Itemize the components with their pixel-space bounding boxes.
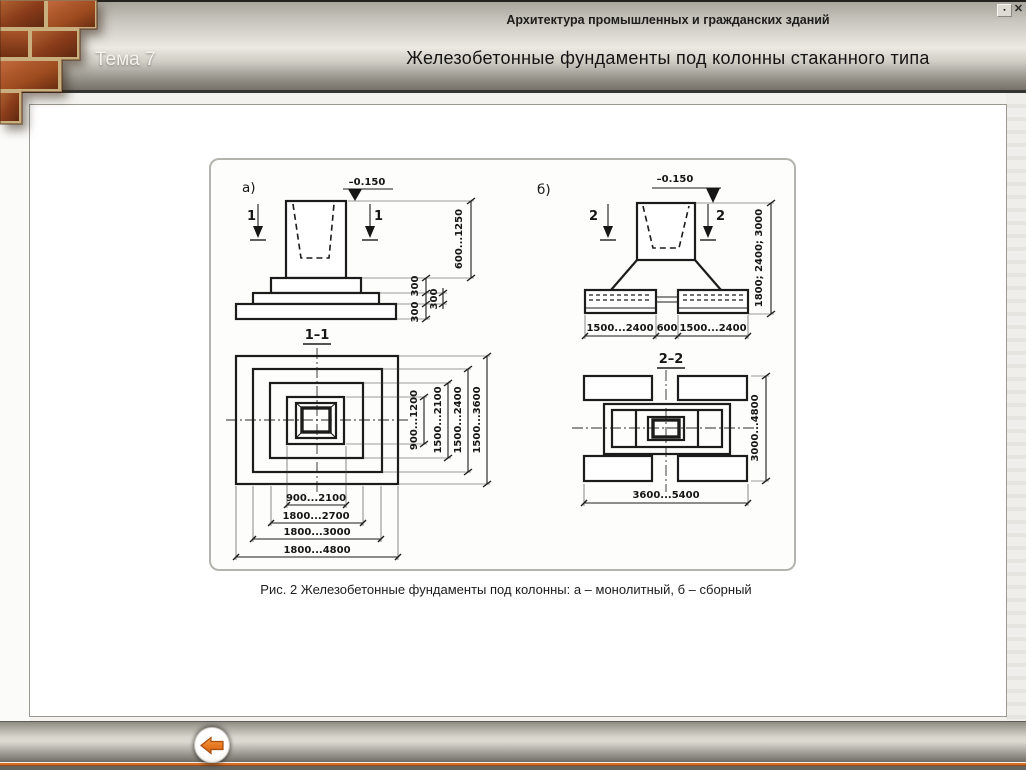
drawing-b-plan xyxy=(572,370,770,506)
section-title-a: 1–1 xyxy=(304,328,330,343)
drawing-a-elevation xyxy=(236,177,475,344)
level-mark-a: –0.150 xyxy=(348,177,386,188)
drawing-a-plan xyxy=(226,348,491,560)
dim-b-plan-width: 3600...5400 xyxy=(632,490,700,501)
minimize-button[interactable] xyxy=(997,4,1012,17)
drawing-a-label: а) xyxy=(242,180,256,196)
dim-plan-w2: 1800...2700 xyxy=(282,511,350,522)
page-title: Железобетонные фундаменты под колонны стаканного типа xyxy=(406,48,930,68)
dim-b-base-left: 1500...2400 xyxy=(586,323,654,334)
dim-b-base-gap: 600 xyxy=(656,323,678,334)
figure-image xyxy=(209,158,796,571)
footer-bottom-strip xyxy=(0,766,1026,770)
dim-plan-h4: 1500...3600 xyxy=(472,386,483,454)
close-button[interactable] xyxy=(1012,2,1025,15)
foundation-drawing xyxy=(209,158,796,571)
dim-step-1: 300 xyxy=(410,275,421,297)
drawing-b-label: б) xyxy=(537,182,551,198)
dim-plan-h1: 900...1200 xyxy=(409,389,420,451)
dim-plan-h3: 1500...2400 xyxy=(453,386,464,454)
dim-plan-w4: 1800...4800 xyxy=(283,545,351,556)
brick-corner-decoration xyxy=(0,0,135,135)
back-button[interactable] xyxy=(194,727,230,763)
section-mark-2-right: 2 xyxy=(716,209,726,224)
footer-bar xyxy=(0,721,1026,762)
level-mark-b: –0.150 xyxy=(656,174,694,185)
content-panel xyxy=(29,104,1007,717)
dim-plan-w3: 1800...3000 xyxy=(283,527,351,538)
section-mark-1-right: 1 xyxy=(374,209,384,224)
dim-step-2: 300 xyxy=(429,288,440,310)
figure-caption: Рис. 2 Железобетонные фундаменты под колонны: а – монолитный, б – сборный xyxy=(260,582,752,597)
dim-b-height: 1800; 2400; 3000 xyxy=(754,208,765,308)
dim-plan-w1: 900...2100 xyxy=(285,493,347,504)
close-icon: ✕ xyxy=(1013,3,1024,15)
drawing-b-elevation xyxy=(537,174,775,368)
topic-label: Тема 7 xyxy=(95,49,156,70)
dim-b-plan-height: 3000...4800 xyxy=(750,394,761,462)
section-mark-1-left: 1 xyxy=(247,209,257,224)
dim-b-base-right: 1500...2400 xyxy=(679,323,747,334)
header-bar xyxy=(0,0,1026,93)
course-title: Архитектура промышленных и гражданских зданий xyxy=(506,13,830,27)
dim-plan-h2: 1500...2100 xyxy=(433,386,444,454)
background-texture xyxy=(1006,95,1026,721)
dim-col-height: 600...1250 xyxy=(454,208,465,270)
section-title-b: 2–2 xyxy=(658,352,684,367)
section-mark-2-left: 2 xyxy=(589,209,599,224)
back-arrow-icon xyxy=(200,736,224,755)
minimize-icon: ▪ xyxy=(1003,7,1006,14)
dim-step-3: 300 xyxy=(410,301,421,323)
